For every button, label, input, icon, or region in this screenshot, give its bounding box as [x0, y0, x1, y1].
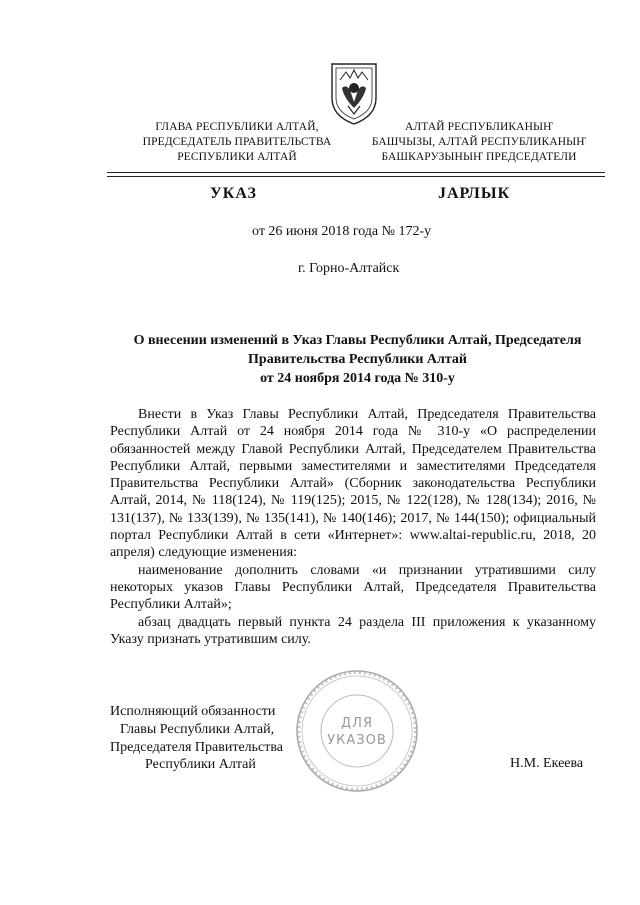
header-right-line: БАШКАРУЗЫНЫҤ ПРЕДСЕДАТЕЛИ — [381, 151, 577, 163]
city-line: г. Горно-Алтайск — [298, 261, 400, 276]
signature-line: Исполняющий обязанности — [110, 704, 276, 719]
header-right-line: АЛТАЙ РЕСПУБЛИКАНЫҤ — [405, 121, 553, 133]
decree-title — [110, 331, 605, 388]
header-left-line: ПРЕДСЕДАТЕЛЬ ПРАВИТЕЛЬСТВА — [142, 136, 332, 148]
signature-line: Республики Алтай — [145, 757, 256, 773]
title-line: Правительства Республики Алтай — [248, 352, 467, 367]
header-right-block — [350, 120, 608, 165]
header-right-line: БАШЧЫЗЫ, АЛТАЙ РЕСПУБЛИКАНЫҤ — [371, 136, 587, 148]
header-divider-thin — [107, 176, 605, 177]
title-line: О внесении изменений в Указ Главы Республики Алтай, Председателя — [133, 333, 582, 348]
stamp-text-top: ДЛЯ — [341, 716, 373, 731]
body-paragraph: абзац двадцать первый пункта 24 раздела III приложения к указанному Указу признать утратившим силу. — [110, 614, 596, 647]
body-paragraph: Внести в Указ Главы Республики Алтай, Председателя Правительства Республики Алтай от 24 ноября 2014 года № 310-у «О распределении обязанностей между Главой Республики Алтай, Председателем Правительства Республики Алтай, первыми заместителями и заместителями Председателя Правительства Республики Алтай» (Сборник законодательства Республики Алтай, 2014, № 118(124), № 119(125); 2015, № 122(128), № 128(134); 2016, № 131(137), № 133(139), № 135(141), № 140(146); 2017, № 144(150); официальный портал Республики Алтай в сети «Интернет»: www.altai-republic.ru, 2018, 20 апреля) следующие изменения: — [110, 407, 596, 561]
decree-body — [110, 406, 596, 648]
header-left-line: ГЛАВА РЕСПУБЛИКИ АЛТАЙ, — [155, 121, 319, 133]
doc-type-altai: JАРЛЫК — [438, 185, 511, 202]
signature-line: Главы Республики Алтай, — [120, 721, 275, 737]
date-line: от 26 июня 2018 года № 172-у — [252, 224, 432, 239]
coat-of-arms-emblem — [326, 58, 382, 126]
signature-block — [110, 703, 283, 774]
official-stamp — [292, 666, 422, 796]
header-left-block — [108, 120, 366, 165]
body-paragraph: наименование дополнить словами «и признании утратившими силу некоторых указов Главы Республики Алтай, Председателя Правительства Республики Алтай»; — [110, 562, 596, 613]
doc-type-russian: УКАЗ — [210, 185, 257, 202]
title-line: от 24 ноября 2014 года № 310-у — [260, 371, 455, 386]
header-divider-thick — [107, 172, 605, 173]
header-left-line: РЕСПУБЛИКИ АЛТАЙ — [177, 151, 297, 163]
stamp-text-bottom: УКАЗОВ — [327, 733, 387, 748]
signature-line: Председателя Правительства — [110, 739, 284, 755]
signer-name: Н.М. Екеева — [510, 756, 584, 771]
